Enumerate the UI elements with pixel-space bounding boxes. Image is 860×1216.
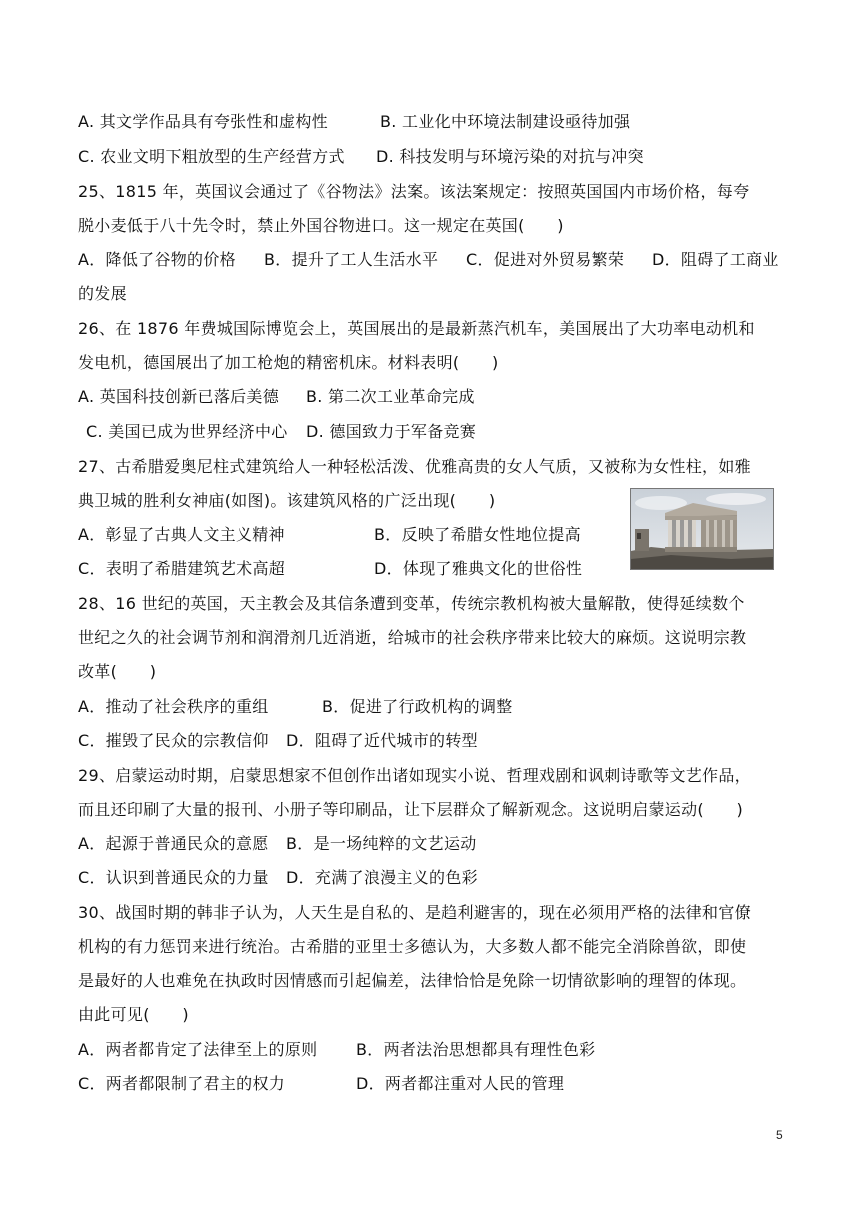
q28-stem-line3: 改革( ) xyxy=(78,662,157,681)
q27-stem-line2: 典卫城的胜利女神庙(如图)。该建筑风格的广泛出现( ) xyxy=(78,491,496,510)
q27-option-d: D．体现了雅典文化的世俗性 xyxy=(374,559,583,578)
q30-options-row1 xyxy=(78,1039,798,1061)
q28-stem-line2: 世纪之久的社会调节剂和润滑剂几近消逝，给城市的社会秩序带来比较大的麻烦。这说明宗教 xyxy=(78,628,747,647)
q28-option-c: C．摧毁了民众的宗教信仰 xyxy=(78,731,269,750)
q26-option-a: A. 英国科技创新已落后美德 xyxy=(78,387,280,406)
q24-option-d: D. 科技发明与环境污染的对抗与冲突 xyxy=(376,147,644,166)
q26-option-b: B. 第二次工业革命完成 xyxy=(306,387,475,406)
q30-option-d: D．两者都注重对人民的管理 xyxy=(356,1074,565,1093)
q28-option-a: A．推动了社会秩序的重组 xyxy=(78,697,269,716)
q24-option-a: A. 其文学作品具有夸张性和虚构性 xyxy=(78,112,328,131)
q28-option-b: B．促进了行政机构的调整 xyxy=(322,697,513,716)
q24-option-b: B. 工业化中环境法制建设亟待加强 xyxy=(380,112,631,131)
q26-stem-line2: 发电机，德国展出了加工枪炮的精密机床。材料表明( ) xyxy=(78,353,499,372)
q25-stem-line1: 25、1815 年，英国议会通过了《谷物法》法案。该法案规定：按照英国国内市场价格，每夸 xyxy=(78,182,750,201)
q25-option-a: A．降低了谷物的价格 xyxy=(78,250,236,269)
q30-stem-line4: 由此可见( ) xyxy=(78,1005,189,1024)
q25-stem-line2: 脱小麦低于八十先令时，禁止外国谷物进口。这一规定在英国( ) xyxy=(78,216,564,235)
q29-option-d: D．充满了浪漫主义的色彩 xyxy=(286,868,478,887)
q26-option-d: D. 德国致力于军备竞赛 xyxy=(306,422,477,441)
q29-option-a: A．起源于普通民众的意愿 xyxy=(78,834,269,853)
q27-option-c: C．表明了希腊建筑艺术高超 xyxy=(78,559,286,578)
q25-options-row xyxy=(78,249,798,271)
q25-option-d-continued: 的发展 xyxy=(78,284,127,303)
q29-options-row1 xyxy=(78,833,798,855)
q26-options-row2 xyxy=(86,421,806,443)
q24-options-row2 xyxy=(78,146,798,168)
q27-option-b: B．反映了希腊女性地位提高 xyxy=(374,525,581,544)
q30-stem-line2: 机构的有力惩罚来进行统治。古希腊的亚里士多德认为，大多数人都不能完全消除兽欲，即使 xyxy=(78,937,747,956)
q24-options-row1 xyxy=(78,111,798,133)
q27-option-a: A．彰显了古典人文主义精神 xyxy=(78,525,285,544)
q30-options-row2 xyxy=(78,1073,798,1095)
q30-option-a: A．两者都肯定了法律至上的原则 xyxy=(78,1040,318,1059)
temple-illustration xyxy=(631,489,773,569)
q29-option-b: B．是一场纯粹的文艺运动 xyxy=(286,834,477,853)
q28-options-row2 xyxy=(78,730,798,752)
q25-option-c: C．促进对外贸易繁荣 xyxy=(466,250,625,269)
q29-stem-line2: 而且还印刷了大量的报刊、小册子等印刷品，让下层群众了解新观念。这说明启蒙运动( ) xyxy=(78,800,744,819)
q28-option-d: D．阻碍了近代城市的转型 xyxy=(286,731,478,750)
q25-option-b: B．提升了工人生活水平 xyxy=(264,250,439,269)
q27-stem-line1: 27、古希腊爱奥尼柱式建筑给人一种轻松活泼、优雅高贵的女人气质，又被称为女性柱，如雅 xyxy=(78,457,751,476)
q28-stem-line1: 28、16 世纪的英国，天主教会及其信条遭到变革，传统宗教机构被大量解散，使得延续数个 xyxy=(78,594,745,613)
q26-options-row1 xyxy=(78,386,798,408)
q29-option-c: C．认识到普通民众的力量 xyxy=(78,868,269,887)
q30-stem-line1: 30、战国时期的韩非子认为，人天生是自私的、是趋利避害的，现在必须用严格的法律和官僚 xyxy=(78,903,751,922)
q26-stem-line1: 26、在 1876 年费城国际博览会上，英国展出的是最新蒸汽机车，美国展出了大功率电动机和 xyxy=(78,319,755,338)
q29-options-row2 xyxy=(78,867,798,889)
page-number: 5 xyxy=(776,1128,783,1142)
q28-options-row1 xyxy=(78,696,798,718)
q24-option-c: C. 农业文明下粗放型的生产经营方式 xyxy=(78,147,345,166)
athena-nike-temple-photo xyxy=(630,488,774,570)
q26-option-c: C. 美国已成为世界经济中心 xyxy=(86,422,288,441)
q30-option-c: C．两者都限制了君主的权力 xyxy=(78,1074,286,1093)
q29-stem-line1: 29、启蒙运动时期，启蒙思想家不但创作出诸如现实小说、哲理戏剧和讽刺诗歌等文艺作品， xyxy=(78,766,751,785)
q25-option-d: D．阻碍了工商业 xyxy=(652,250,779,269)
q30-option-b: B．两者法治思想都具有理性色彩 xyxy=(356,1040,596,1059)
q30-stem-line3: 是最好的人也难免在执政时因情感而引起偏差，法律恰恰是免除一切情欲影响的理智的体现。 xyxy=(78,971,747,990)
